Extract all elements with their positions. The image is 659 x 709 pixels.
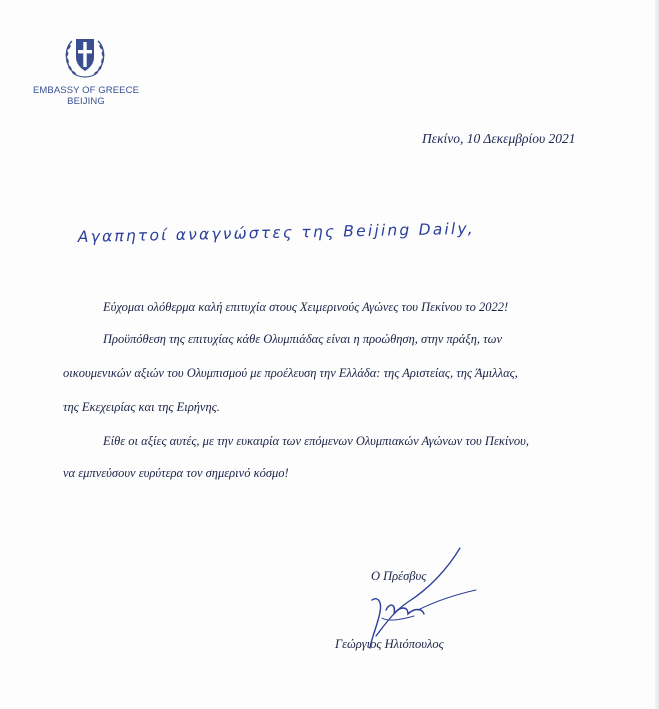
greek-coat-of-arms-icon	[62, 31, 108, 81]
signer-name: Γεώργιος Ηλιόπουλος	[335, 637, 444, 651]
paragraph-2-line-1: Προϋπόθεση της επιτυχίας κάθε Ολυμπιάδας είναι η προώθηση, στην πράξη, των	[103, 332, 503, 346]
closing-title: Ο Πρέσβυς	[371, 569, 427, 583]
salutation: Αγαπητοί αναγνώστες της Beijing Daily,	[77, 219, 475, 246]
page-edge-shadow	[655, 0, 659, 709]
paragraph-3-line-1: Είθε οι αξίες αυτές, με την ευκαιρία των επόμενων Ολυμπιακών Αγώνων του Πεκίνου,	[103, 434, 530, 448]
place-and-date: Πεκίνο, 10 Δεκεμβρίου 2021	[422, 131, 576, 146]
paragraph-3-line-2: να εμπνεύσουν ευρύτερα τον σημερινό κόσμο!	[63, 466, 289, 480]
paragraph-2-line-2: οικουμενικών αξιών του Ολυμπισμού με προέλευση την Ελλάδα: της Αριστείας, της Άμιλλας,	[63, 366, 518, 380]
letterhead-embassy-name	[20, 85, 152, 107]
letterhead-line-1: EMBASSY OF GREECE	[32, 85, 140, 96]
paragraph-2-line-3: της Εκεχειρίας και της Ειρήνης.	[63, 400, 220, 414]
paragraph-1: Εύχομαι ολόθερμα καλή επιτυχία στους Χειμερινούς Αγώνες του Πεκίνου το 2022!	[103, 300, 509, 314]
letterhead-line-2: BEIJING	[67, 96, 105, 107]
